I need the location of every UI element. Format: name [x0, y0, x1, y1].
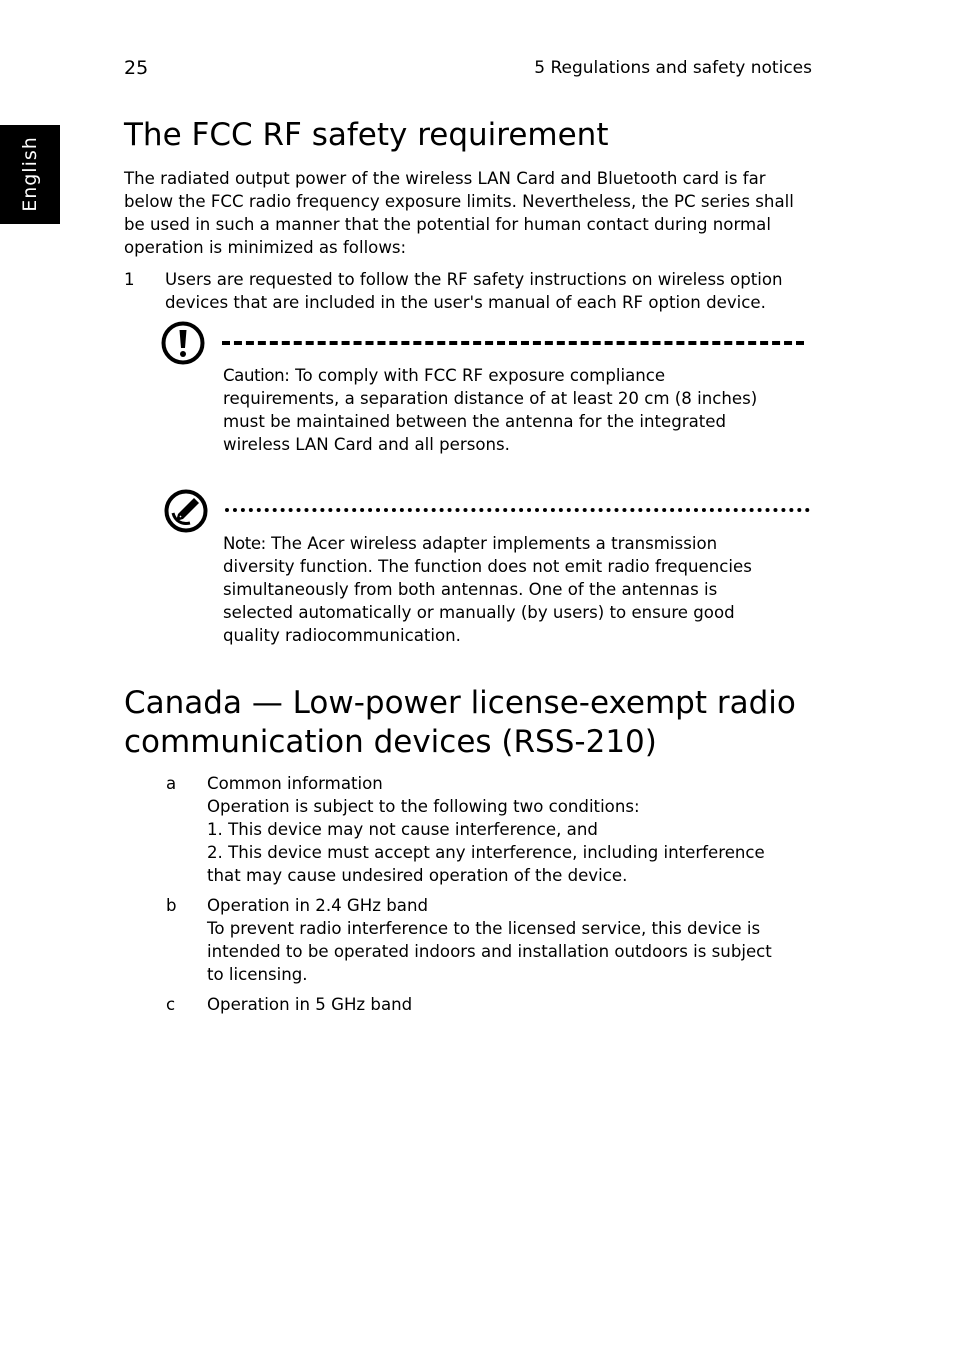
fcc-section-heading: The FCC RF safety requirement: [124, 117, 609, 153]
list-item: [165, 268, 783, 314]
exclamation-circle-icon: [160, 320, 206, 366]
caution-label: Caution: [223, 366, 285, 385]
heading-line: communication devices (RSS-210): [124, 724, 657, 760]
note-label: Note:: [223, 534, 266, 553]
paragraph-line: operation is minimized as follows:: [124, 238, 407, 257]
list-item-line: Users are requested to follow the RF safety instructions on wireless option: [165, 270, 783, 289]
list-item-line: Operation is subject to the following two conditions:: [207, 797, 640, 816]
language-tab-label: English: [19, 136, 41, 212]
note-line: quality radiocommunication.: [223, 626, 461, 645]
caution-first-line: [223, 364, 757, 387]
paragraph-line: be used in such a manner that the potential for human contact during normal: [124, 215, 771, 234]
list-item: [207, 772, 765, 887]
note-first-line: [223, 532, 752, 555]
note-first-line-text: The Acer wireless adapter implements a transmission: [265, 534, 718, 553]
list-item-line: 1. This device may not cause interference, and: [207, 820, 598, 839]
page-number: 25: [124, 57, 149, 79]
list-item-line: to licensing.: [207, 965, 308, 984]
note-callout: [223, 532, 752, 647]
note-divider: [225, 508, 810, 512]
list-item-line: devices that are included in the user's manual of each RF option device.: [165, 293, 766, 312]
language-side-tab: [0, 125, 60, 224]
list-item-marker: c: [166, 995, 176, 1014]
list-item-line: Operation in 2.4 GHz band: [207, 896, 428, 915]
list-item-line: Operation in 5 GHz band: [207, 995, 413, 1014]
running-header: 5 Regulations and safety notices: [534, 58, 812, 78]
list-item-marker: a: [166, 774, 177, 793]
caution-line: must be maintained between the antenna for the integrated: [223, 412, 727, 431]
caution-line: wireless LAN Card and all persons.: [223, 435, 510, 454]
list-item-line: Common information: [207, 774, 383, 793]
list-item-line: that may cause undesired operation of the device.: [207, 866, 628, 885]
note-pen-icon: [163, 488, 209, 534]
note-line: simultaneously from both antennas. One of the antennas is: [223, 580, 718, 599]
fcc-intro-paragraph: [124, 167, 794, 259]
paragraph-line: The radiated output power of the wireless LAN Card and Bluetooth card is far: [124, 169, 766, 188]
list-item-marker: b: [166, 896, 177, 915]
list-item-line: intended to be operated indoors and installation outdoors is subject: [207, 942, 772, 961]
list-item: [207, 993, 412, 1016]
heading-line: Canada — Low-power license-exempt radio: [124, 685, 796, 721]
caution-callout: [223, 364, 757, 456]
list-item-marker: 1: [124, 270, 135, 289]
note-line: selected automatically or manually (by users) to ensure good: [223, 603, 735, 622]
note-line: diversity function. The function does not emit radio frequencies: [223, 557, 752, 576]
caution-line: requirements, a separation distance of at least 20 cm (8 inches): [223, 389, 758, 408]
list-item: [207, 894, 772, 986]
canada-section-heading: [124, 684, 796, 762]
caution-divider: [222, 341, 804, 345]
list-item-line: 2. This device must accept any interference, including interference: [207, 843, 765, 862]
paragraph-line: below the FCC radio frequency exposure limits. Nevertheless, the PC series shall: [124, 192, 794, 211]
list-item-line: To prevent radio interference to the licensed service, this device is: [207, 919, 761, 938]
caution-first-line-text: : To comply with FCC RF exposure compliance: [284, 366, 666, 385]
